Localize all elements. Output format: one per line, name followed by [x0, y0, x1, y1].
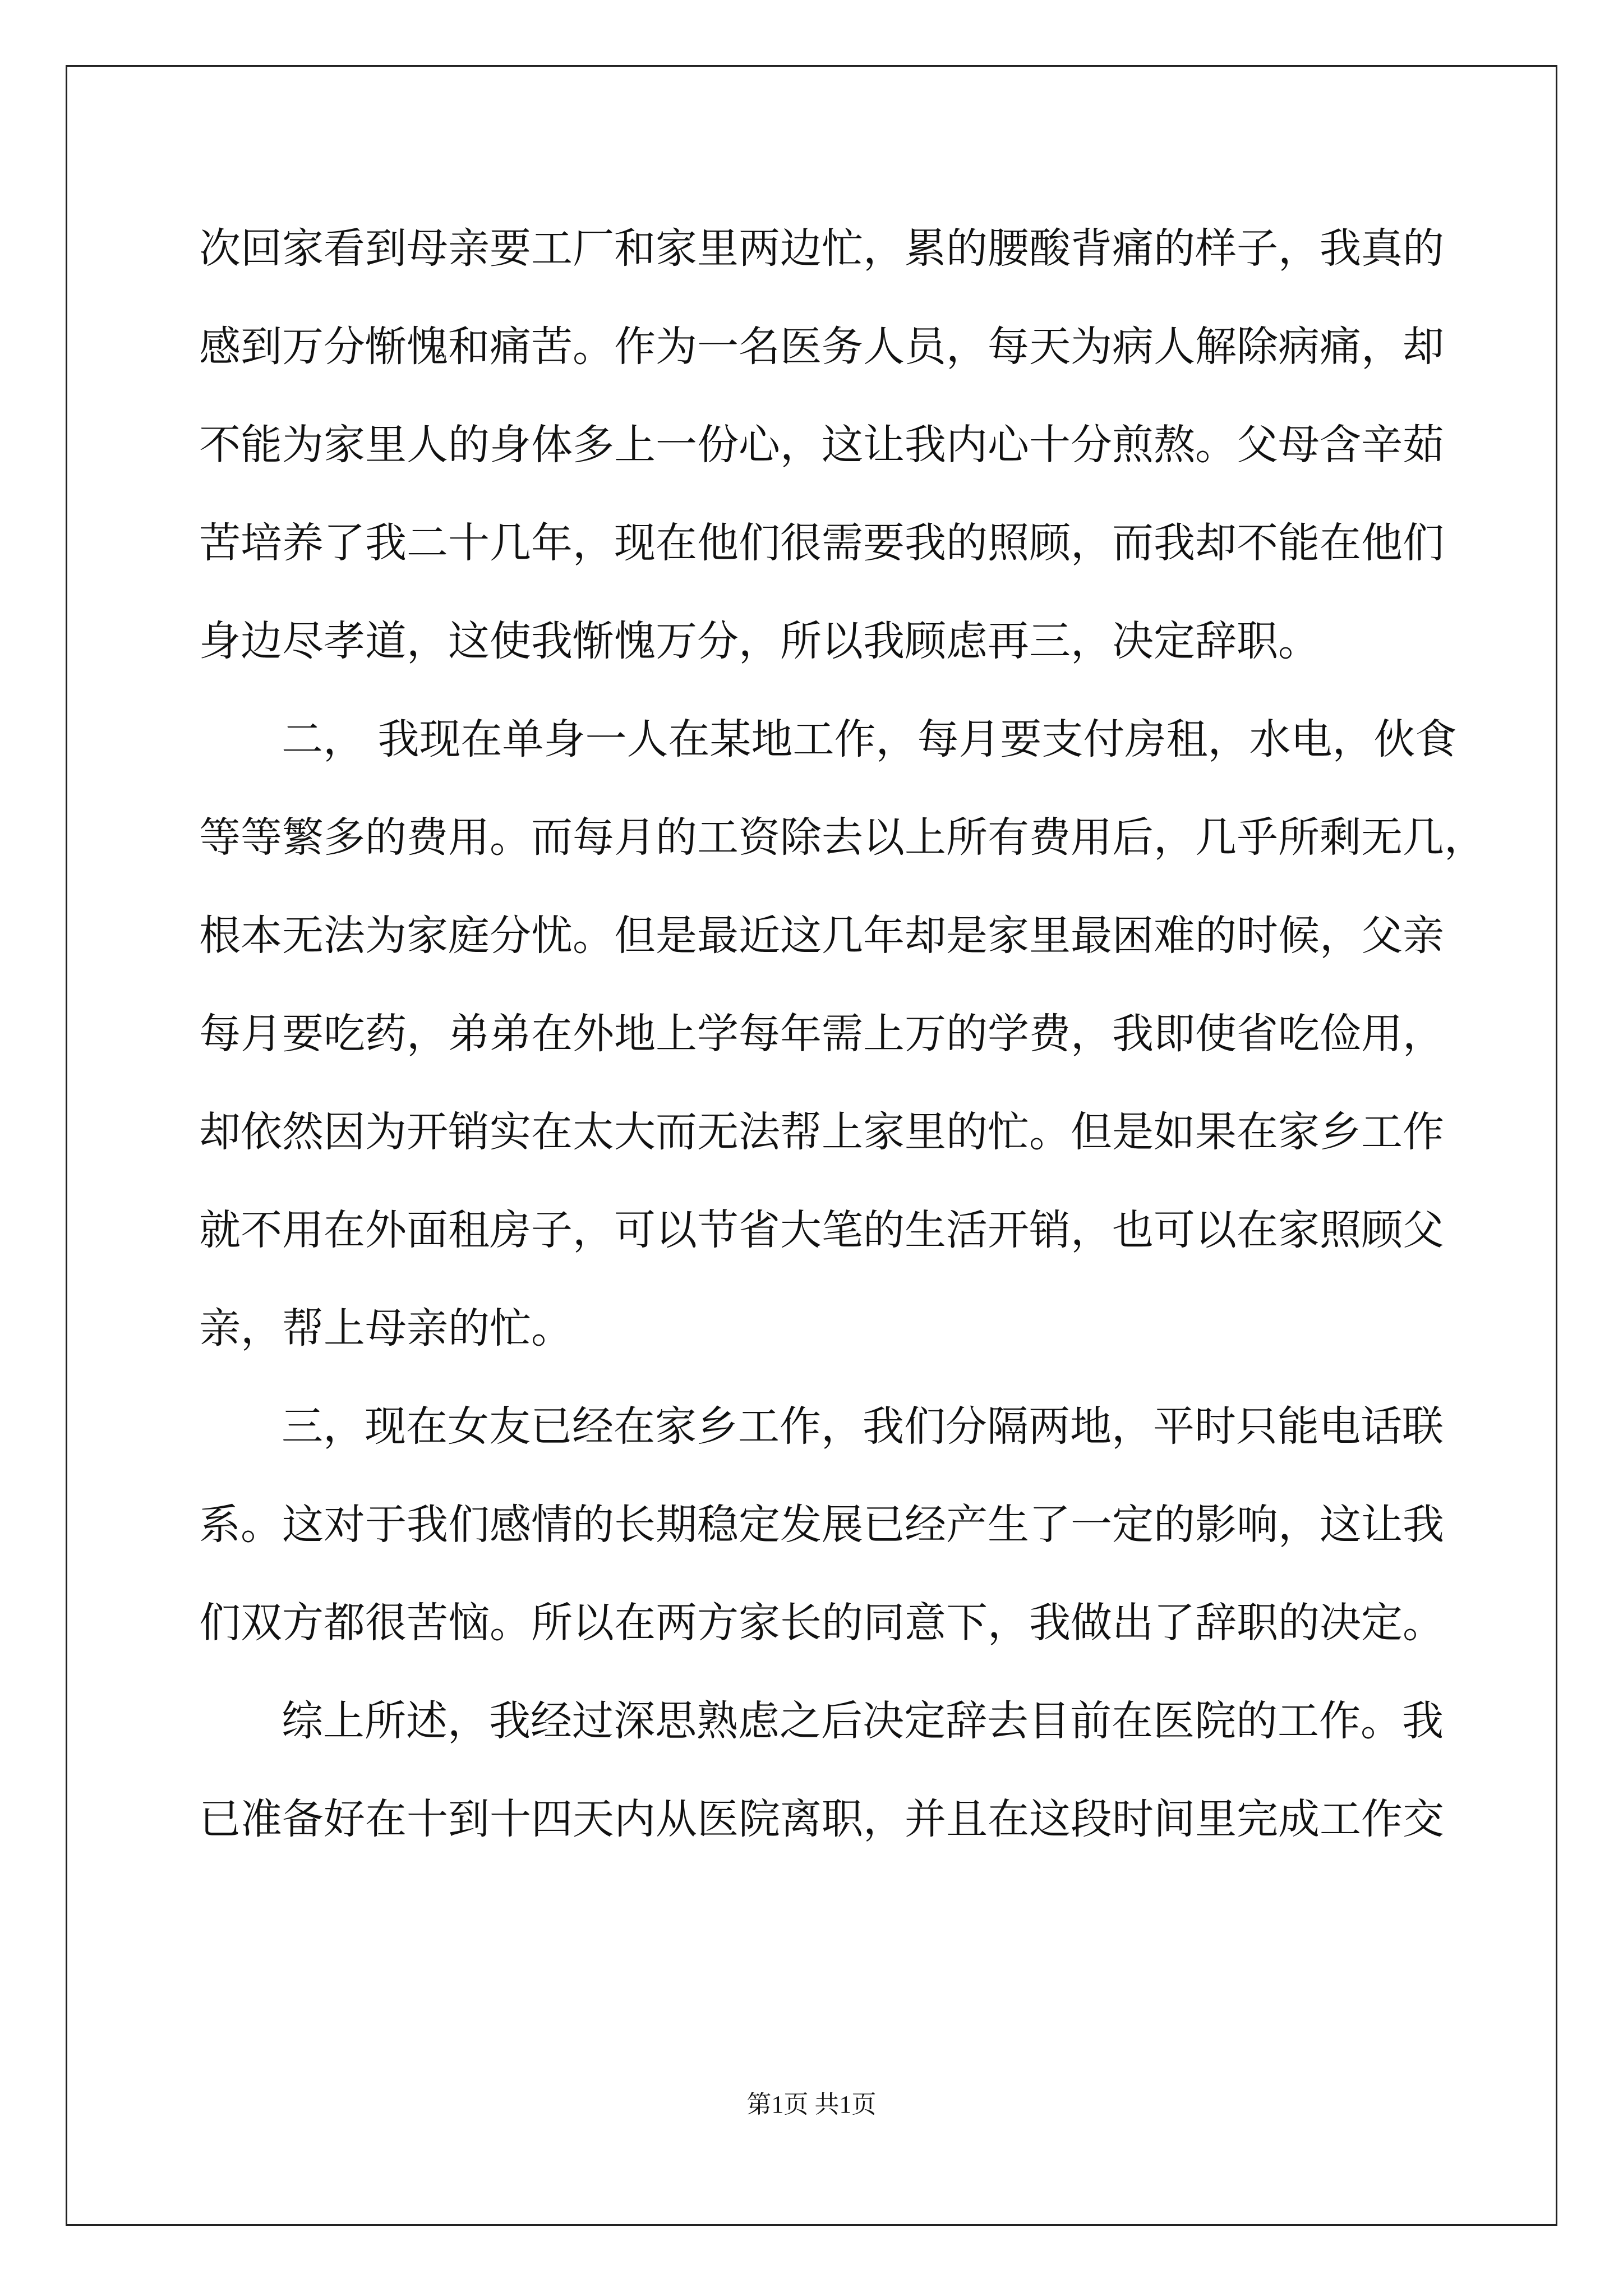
page-footer: 第1页 共1页 — [746, 2091, 877, 2118]
text-line: 却依然因为开销实在太大而无法帮上家里的忙。但是如果在家乡工作 — [199, 1108, 1444, 1156]
text-line: 根本无法为家庭分忧。但是最近这几年却是家里最困难的时候，父亲 — [199, 912, 1444, 960]
text-line: 就不用在外面租房子，可以节省大笔的生活开销，也可以在家照顾父 — [199, 1206, 1444, 1254]
text-line: 已准备好在十到十四天内从医院离职，并且在这段时间里完成工作交 — [199, 1795, 1444, 1843]
text-line: 们双方都很苦恼。所以在两方家长的同意下，我做出了辞职的决定。 — [199, 1599, 1444, 1647]
text-line: 每月要吃药，弟弟在外地上学每年需上万的学费，我即使省吃俭用， — [199, 1010, 1444, 1058]
text-line: 身边尽孝道，这使我惭愧万分，所以我顾虑再三，决定辞职。 — [199, 617, 1320, 665]
text-line: 综上所述，我经过深思熟虑之后决定辞去目前在医院的工作。我 — [282, 1697, 1444, 1745]
text-line: 亲，帮上母亲的忙。 — [199, 1304, 573, 1352]
text-line: 等等繁多的费用。而每月的工资除去以上所有费用后，几乎所剩无几， — [199, 813, 1486, 862]
text-line: 次回家看到母亲要工厂和家里两边忙，累的腰酸背痛的样子，我真的 — [199, 224, 1444, 273]
text-line: 苦培养了我二十几年，现在他们很需要我的照顾，而我却不能在他们 — [199, 519, 1444, 567]
text-line: 不能为家里人的身体多上一份心，这让我内心十分煎熬。父母含辛茹 — [199, 421, 1444, 469]
text-line: 系。这对于我们感情的长期稳定发展已经产生了一定的影响，这让我 — [199, 1501, 1444, 1549]
text-line: 三，现在女友已经在家乡工作，我们分隔两地，平时只能电话联 — [282, 1402, 1444, 1451]
text-line: 感到万分惭愧和痛苦。作为一名医务人员，每天为病人解除病痛，却 — [199, 323, 1444, 371]
text-line: 二， 我现在单身一人在某地工作，每月要支付房租，水电，伙食 — [282, 715, 1457, 763]
